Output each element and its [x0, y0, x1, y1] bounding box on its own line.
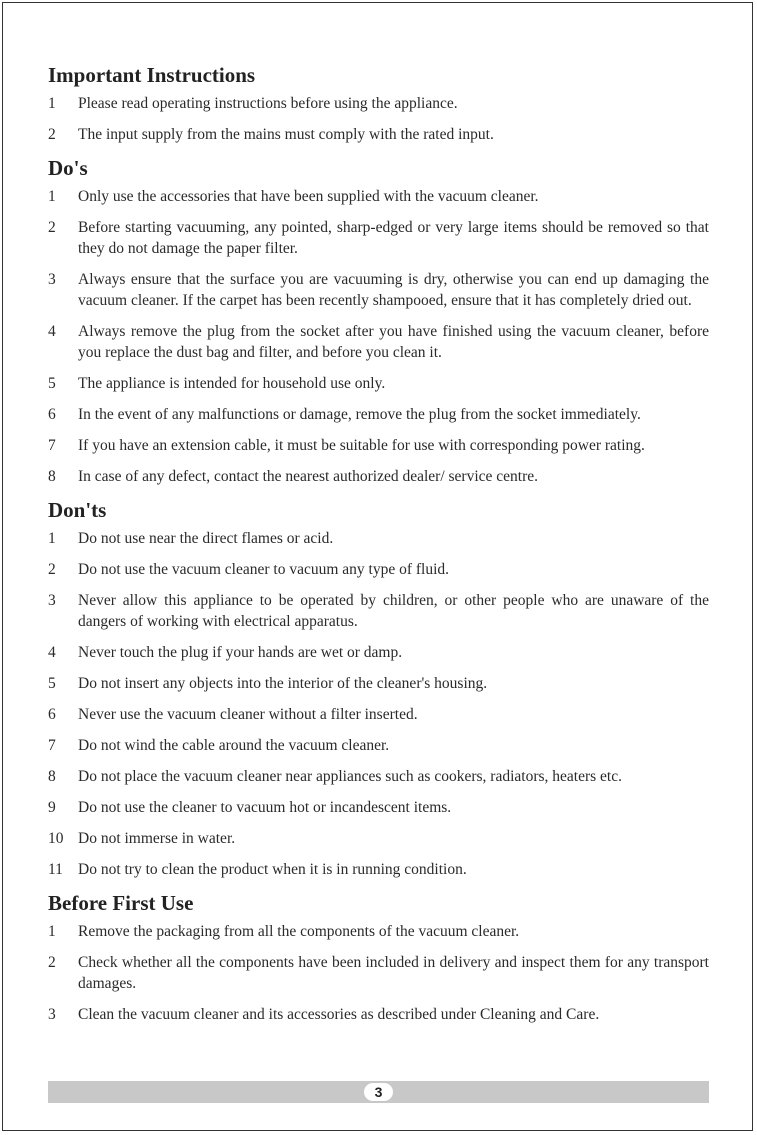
- item-text: Do not wind the cable around the vacuum cleaner.: [78, 737, 390, 754]
- item-text: Do not try to clean the product when it is in running condition.: [78, 861, 467, 878]
- item-number: 1: [48, 923, 56, 940]
- item-text: In the event of any malfunctions or damage, remove the plug from the socket immediately.: [78, 406, 641, 423]
- list-item: [48, 124, 709, 145]
- list-item: [48, 1004, 709, 1025]
- item-number: 3: [48, 592, 56, 609]
- item-number: 3: [48, 271, 56, 288]
- list-don-ts: [48, 528, 709, 880]
- item-text: Never allow this appliance to be operated by children, or other people who are unaware of the dangers of working with electrical apparatus.: [78, 592, 709, 630]
- item-text: Check whether all the components have been included in delivery and inspect them for any transport damages.: [78, 954, 709, 992]
- item-text: Always remove the plug from the socket after you have finished using the vacuum cleaner, before you replace the dust bag and filter, and before you clean it.: [78, 323, 709, 361]
- section-title-important-instructions: Important Instructions: [48, 63, 256, 87]
- list-item: [48, 921, 709, 942]
- list-item: [48, 766, 709, 787]
- item-number: 1: [48, 530, 56, 547]
- item-text: In case of any defect, contact the nearest authorized dealer/ service centre.: [78, 468, 539, 485]
- item-number: 5: [48, 375, 56, 392]
- list-item: [48, 642, 709, 663]
- item-number: 1: [48, 188, 56, 205]
- list-item: [48, 404, 709, 425]
- item-number: 2: [48, 954, 56, 971]
- item-text: Always ensure that the surface you are vacuuming is dry, otherwise you can end up damaging the vacuum cleaner. If the carpet has been recently shampooed, ensure that it has completely dried out.: [78, 271, 709, 309]
- section-title-don-ts: Don'ts: [48, 498, 107, 522]
- list-do-s: [48, 186, 709, 487]
- list-item: [48, 321, 709, 363]
- item-text: Only use the accessories that have been supplied with the vacuum cleaner.: [78, 188, 539, 205]
- list-important-instructions: [48, 93, 709, 145]
- item-number: 2: [48, 561, 56, 578]
- item-number: 8: [48, 768, 56, 785]
- item-text: Do not place the vacuum cleaner near appliances such as cookers, radiators, heaters etc.: [78, 768, 622, 785]
- item-text: Before starting vacuuming, any pointed, sharp-edged or very large items should be removed so that they do not damage the paper filter.: [78, 219, 709, 257]
- list-item: [48, 269, 709, 311]
- item-text: Do not use the cleaner to vacuum hot or incandescent items.: [78, 799, 452, 816]
- list-item: [48, 704, 709, 725]
- item-number: 8: [48, 468, 56, 485]
- item-number: 9: [48, 799, 56, 816]
- item-text: The appliance is intended for household use only.: [78, 375, 386, 392]
- list-item: [48, 673, 709, 694]
- section-title-do-s: Do's: [48, 156, 88, 180]
- list-item: [48, 217, 709, 259]
- list-item: [48, 186, 709, 207]
- list-item: [48, 373, 709, 394]
- item-text: If you have an extension cable, it must be suitable for use with corresponding power rating.: [78, 437, 645, 454]
- section-title-before-first-use: Before First Use: [48, 891, 194, 915]
- item-number: 6: [48, 706, 56, 723]
- item-number: 3: [48, 1006, 56, 1023]
- list-item: [48, 435, 709, 456]
- item-number: 7: [48, 437, 56, 454]
- item-text: Do not insert any objects into the interior of the cleaner's housing.: [78, 675, 488, 692]
- item-text: Clean the vacuum cleaner and its accessories as described under Cleaning and Care.: [78, 1006, 600, 1023]
- item-text: Do not use near the direct flames or acid.: [78, 530, 334, 547]
- document-body: [48, 62, 709, 1035]
- item-text: Do not immerse in water.: [78, 830, 236, 847]
- list-item: [48, 859, 709, 880]
- item-number: 6: [48, 406, 56, 423]
- item-number: 2: [48, 219, 56, 236]
- item-text: Never use the vacuum cleaner without a filter inserted.: [78, 706, 418, 723]
- item-number: 10: [48, 830, 64, 847]
- list-item: [48, 735, 709, 756]
- list-item: [48, 559, 709, 580]
- item-text: Do not use the vacuum cleaner to vacuum any type of fluid.: [78, 561, 450, 578]
- list-item: [48, 466, 709, 487]
- item-number: 7: [48, 737, 56, 754]
- item-text: Remove the packaging from all the components of the vacuum cleaner.: [78, 923, 520, 940]
- list-item: [48, 93, 709, 114]
- item-number: 2: [48, 126, 56, 143]
- list-item: [48, 952, 709, 994]
- item-text: Please read operating instructions before using the appliance.: [78, 95, 458, 112]
- item-text: The input supply from the mains must comply with the rated input.: [78, 126, 494, 143]
- list-before-first-use: [48, 921, 709, 1025]
- item-number: 4: [48, 323, 56, 340]
- list-item: [48, 528, 709, 549]
- item-number: 5: [48, 675, 56, 692]
- list-item: [48, 828, 709, 849]
- item-number: 11: [48, 861, 63, 878]
- item-number: 1: [48, 95, 56, 112]
- list-item: [48, 797, 709, 818]
- list-item: [48, 590, 709, 632]
- item-number: 4: [48, 644, 56, 661]
- item-text: Never touch the plug if your hands are wet or damp.: [78, 644, 403, 661]
- page-number: 3: [364, 1083, 393, 1101]
